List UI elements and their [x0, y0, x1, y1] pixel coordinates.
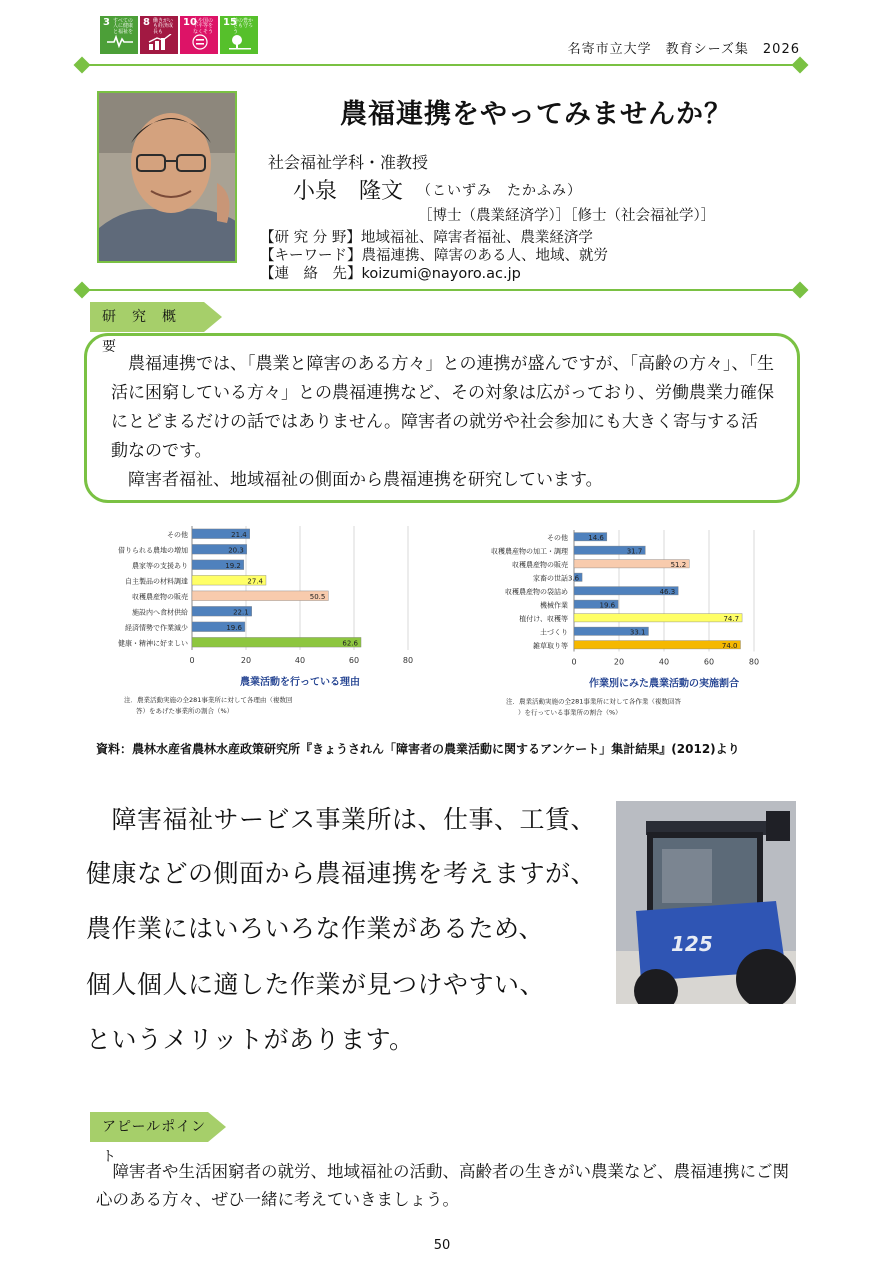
divider-diamond-right — [792, 57, 809, 74]
x-tick-label: 20 — [613, 657, 625, 667]
category-label: 施設内へ食材供給 — [132, 608, 188, 617]
divider-diamond-left — [74, 282, 91, 299]
author-name-kana: （こいずみ たかふみ） — [417, 183, 582, 199]
heartbeat-icon — [107, 34, 133, 48]
data-label: 31.7 — [626, 547, 643, 556]
x-tick-label: 40 — [658, 657, 670, 667]
divider-diamond-right — [792, 282, 809, 299]
data-label: 19.6 — [226, 623, 242, 632]
sdg-icon-15: 15 陸の豊かさも守ろう — [220, 16, 258, 54]
author-degrees: ［博士（農業経済学）］［修士（社会福祉学）］ — [418, 208, 716, 224]
department-label: 社会福祉学科・准教授 — [268, 153, 429, 172]
chart-activities — [452, 522, 792, 722]
chart-title: 農業活動を行っている理由 — [240, 677, 360, 688]
sdg-icon-10: 10 人や国の不平等をなくそう — [180, 16, 218, 54]
summary-paragraph-1: 農福連携では、「農業と障害のある方々」との連携が盛んですが、「高齢の方々」、「生活に困窮している方々」との農福連携など、その対象は広がっており、労働農業力確保にとどまるだけの話ではありません。障害者の就労や社会参加にも大きく寄与する活動なのです。 — [111, 354, 774, 461]
data-label: 22.1 — [233, 608, 249, 617]
data-label: 20.3 — [228, 546, 244, 555]
category-label: 土づくり — [540, 628, 568, 637]
research-field: 【研 究 分 野】地域福祉、障害者福祉、農業経済学 — [260, 230, 593, 246]
category-label: 雑草取り等 — [533, 641, 568, 650]
x-tick-label: 0 — [571, 657, 577, 667]
data-label: 19.6 — [599, 601, 616, 610]
x-tick-label: 0 — [189, 656, 195, 665]
category-label: 植付け、収穫等 — [519, 614, 568, 623]
divider-diamond-left — [74, 57, 91, 74]
tractor-photo — [616, 801, 796, 1004]
category-label: 家畜の世話 — [533, 574, 568, 583]
bar — [192, 591, 328, 601]
chart-note-line: 注．農業活動実施の全281事業所に対して各理由（複数回 — [124, 696, 293, 704]
category-label: 健康・精神に好ましい — [118, 639, 188, 648]
data-label: 33.1 — [629, 628, 646, 637]
x-tick-label: 60 — [703, 657, 715, 667]
body-line-1: 障害福祉サービス事業所は、仕事、工賃、 — [86, 805, 597, 834]
summary-tag-label: 研 究 概 要 — [102, 309, 192, 355]
appeal-section-tag — [90, 1112, 208, 1165]
bar — [192, 637, 361, 647]
data-label: 21.4 — [231, 530, 247, 539]
data-label: 14.6 — [588, 533, 604, 542]
author-portrait — [97, 91, 237, 263]
equality-icon — [187, 34, 213, 50]
bar — [574, 614, 742, 622]
data-label: 74.0 — [721, 641, 738, 650]
research-summary-box — [84, 333, 800, 503]
category-label: 収穫農産物の販売 — [132, 592, 188, 601]
profile-divider — [82, 289, 800, 291]
data-label: 27.4 — [247, 577, 263, 586]
category-label: 借りられる農地の増加 — [118, 546, 188, 555]
summary-section-tag — [90, 302, 204, 355]
growth-chart-icon — [147, 34, 173, 50]
body-line-2: 健康などの側面から農福連携を考えますが、 — [86, 859, 597, 888]
appeal-tag-label: アピールポイント — [102, 1119, 207, 1165]
data-label: 46.3 — [659, 587, 676, 596]
chart-title: 作業別にみた農業活動の実施割合 — [589, 678, 739, 690]
summary-paragraph-2: 障害者福祉、地域福祉の側面から農福連携を研究しています。 — [111, 470, 603, 490]
data-label: 3.6 — [567, 574, 580, 583]
x-tick-label: 40 — [294, 656, 306, 665]
chart-note-line: ）を行っている事業所の割合（%） — [518, 708, 622, 717]
page-number: 50 — [433, 1238, 451, 1253]
body-line-5: というメリットがあります。 — [86, 1025, 415, 1054]
chart-reasons — [92, 522, 432, 722]
sdg-icon-3: 3 すべての人に健康と福祉を — [100, 16, 138, 54]
chart-note-line: 答）をあげた事業所の割合（%） — [136, 707, 234, 715]
data-label: 19.2 — [225, 561, 241, 570]
category-label: 収穫農産物の袋詰め — [505, 587, 568, 596]
data-label: 74.7 — [723, 614, 740, 623]
appeal-text: 障害者や生活困窮者の就労、地域福祉の活動、高齢者の生きがい農業など、農福連携にご関心のある方々、ぜひ一緒に考えていきましょう。 — [96, 1162, 789, 1209]
page-title: 農福連携をやってみませんか？ — [340, 99, 732, 130]
x-tick-label: 60 — [348, 656, 360, 665]
top-divider — [82, 64, 800, 66]
author-name: 小泉 隆文 — [293, 179, 404, 204]
chart-note-line: 注．農業活動実施の全281事業所に対して各作業（複数回答 — [506, 697, 681, 706]
sdg-icon-8: 8 働きがいも経済成長も — [140, 16, 178, 54]
category-label: 機械作業 — [540, 601, 568, 610]
category-label: 自主製品の材料調達 — [125, 577, 188, 586]
category-label: その他 — [167, 530, 188, 539]
contact-email[interactable]: 【連 絡 先】koizumi@nayoro.ac.jp — [260, 266, 521, 282]
category-label: その他 — [547, 533, 568, 542]
body-line-3: 農作業にはいろいろな作業があるため、 — [86, 914, 545, 943]
x-tick-label: 20 — [240, 656, 252, 665]
data-label: 50.5 — [309, 592, 326, 601]
category-label: 収穫農産物の加工・調理 — [491, 547, 568, 556]
x-tick-label: 80 — [402, 656, 414, 665]
category-label: 経済情勢で作業減少 — [125, 623, 188, 632]
category-label: 農家等の支援あり — [132, 561, 188, 570]
publisher-header: 名寄市立大学 教育シーズ集 2026 — [567, 42, 800, 57]
bar — [574, 641, 741, 649]
source-caption: 資料：農林水産省農林水産政策研究所『きょうされん「障害者の農業活動に関するアンケート」集計結果』(2012)より — [96, 742, 740, 756]
category-label: 収穫農産物の販売 — [512, 560, 568, 569]
tree-icon — [227, 34, 253, 50]
keywords: 【キーワード】農福連携、障害のある人、地域、就労 — [260, 248, 608, 264]
data-label: 51.2 — [670, 560, 687, 569]
svg-text:125: 125 — [671, 932, 713, 956]
x-tick-label: 80 — [748, 657, 760, 667]
body-line-4: 個人個人に適した作業が見つけやすい、 — [86, 970, 546, 999]
data-label: 62.6 — [342, 639, 359, 648]
